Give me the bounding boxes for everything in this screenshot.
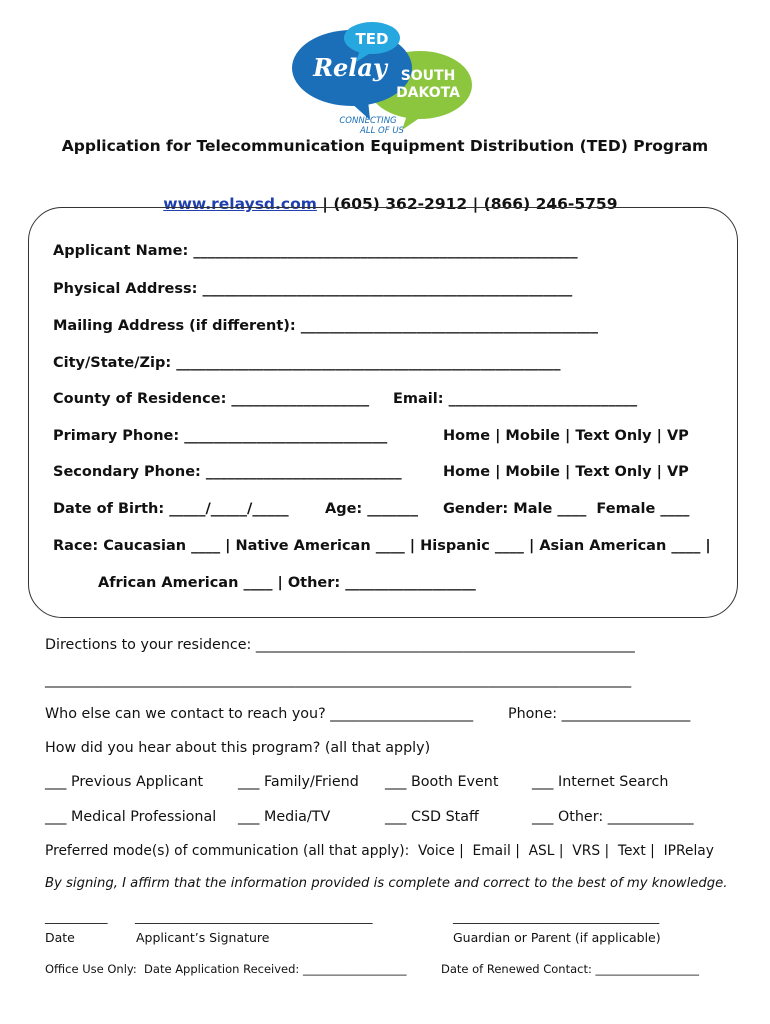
website-link[interactable]: www.relaysd.com bbox=[163, 195, 317, 213]
email-field[interactable]: Email: __________________________ bbox=[393, 391, 638, 407]
option-medical-professional[interactable]: ___ Medical Professional bbox=[45, 809, 217, 825]
logo-tagline-1: CONNECTING bbox=[339, 116, 397, 126]
hear-about-question: How did you hear about this program? (all that apply) bbox=[45, 740, 431, 756]
page-title: Application for Telecommunication Equipment Distribution (TED) Program bbox=[61, 137, 709, 155]
logo-relay-text: Relay bbox=[313, 53, 387, 82]
option-internet-search[interactable]: ___ Internet Search bbox=[532, 774, 669, 790]
gender-field[interactable]: Gender: Male ____ Female ____ bbox=[443, 501, 690, 517]
date-label: Date bbox=[45, 930, 75, 945]
primary-phone-field[interactable]: Primary Phone: ____________________________ bbox=[53, 428, 388, 444]
age-field[interactable]: Age: _______ bbox=[325, 501, 419, 517]
secondary-phone-options[interactable]: Home | Mobile | Text Only | VP bbox=[443, 464, 689, 480]
office-use-date-received[interactable]: Office Use Only: Date Application Received: __________________ bbox=[45, 962, 407, 976]
applicant-info-box bbox=[28, 207, 738, 618]
date-signature-line[interactable]: __________ bbox=[45, 909, 108, 924]
directions-continuation-line[interactable]: __________________________________________________________________________________ bbox=[45, 672, 632, 688]
applicant-signature-line[interactable]: ______________________________________ bbox=[135, 909, 373, 924]
city-state-zip-field[interactable]: City/State/Zip: _____________________________________________________ bbox=[53, 355, 561, 371]
logo-south-text: SOUTH bbox=[400, 68, 456, 84]
option-csd-staff[interactable]: ___ CSD Staff bbox=[385, 809, 479, 825]
guardian-signature-line[interactable]: _________________________________ bbox=[453, 909, 660, 924]
option-booth-event[interactable]: ___ Booth Event bbox=[385, 774, 499, 790]
logo-dakota-text: DAKOTA bbox=[396, 85, 460, 101]
mailing-address-field[interactable]: Mailing Address (if different): _________________________________________ bbox=[53, 318, 598, 334]
option-media-tv[interactable]: ___ Media/TV bbox=[238, 809, 331, 825]
option-other[interactable]: ___ Other: ____________ bbox=[532, 809, 694, 825]
guardian-signature-label: Guardian or Parent (if applicable) bbox=[453, 930, 661, 945]
primary-phone-options[interactable]: Home | Mobile | Text Only | VP bbox=[443, 428, 689, 444]
race-field-line-2[interactable]: African American ____ | Other: __________________ bbox=[98, 575, 476, 591]
date-of-birth-field[interactable]: Date of Birth: _____/_____/_____ bbox=[53, 501, 289, 517]
option-previous-applicant[interactable]: ___ Previous Applicant bbox=[45, 774, 204, 790]
phone-numbers: | (605) 362-2912 | (866) 246-5759 bbox=[316, 195, 618, 213]
directions-field[interactable]: Directions to your residence: _____________________________________________________ bbox=[45, 637, 635, 653]
race-field-line-1[interactable]: Race: Caucasian ____ | Native American ____ | Hispanic ____ | Asian American ____ | bbox=[53, 538, 711, 554]
alternate-contact-field[interactable]: Who else can we contact to reach you? ____________________ bbox=[45, 706, 474, 722]
logo-tagline-2: ALL OF US bbox=[360, 126, 404, 136]
physical-address-field[interactable]: Physical Address: ___________________________________________________ bbox=[53, 281, 573, 297]
alternate-contact-phone-field[interactable]: Phone: __________________ bbox=[508, 706, 691, 722]
affirmation-statement: By signing, I affirm that the information provided is complete and correct to the best of my knowledge. bbox=[45, 876, 728, 891]
preferred-communication-field[interactable]: Preferred mode(s) of communication (all that apply): Voice | Email | ASL | VRS | Text | IPRelay bbox=[45, 843, 714, 859]
applicant-name-field[interactable]: Applicant Name: _____________________________________________________ bbox=[53, 243, 578, 259]
secondary-phone-field[interactable]: Secondary Phone: ___________________________ bbox=[53, 464, 402, 480]
county-field[interactable]: County of Residence: ___________________ bbox=[53, 391, 370, 407]
relay-south-dakota-logo bbox=[290, 20, 480, 138]
office-use-renewed-contact[interactable]: Date of Renewed Contact: __________________ bbox=[441, 962, 700, 976]
logo-ted-text: TED bbox=[355, 30, 389, 48]
applicant-signature-label: Applicant’s Signature bbox=[136, 930, 270, 945]
option-family-friend[interactable]: ___ Family/Friend bbox=[238, 774, 359, 790]
